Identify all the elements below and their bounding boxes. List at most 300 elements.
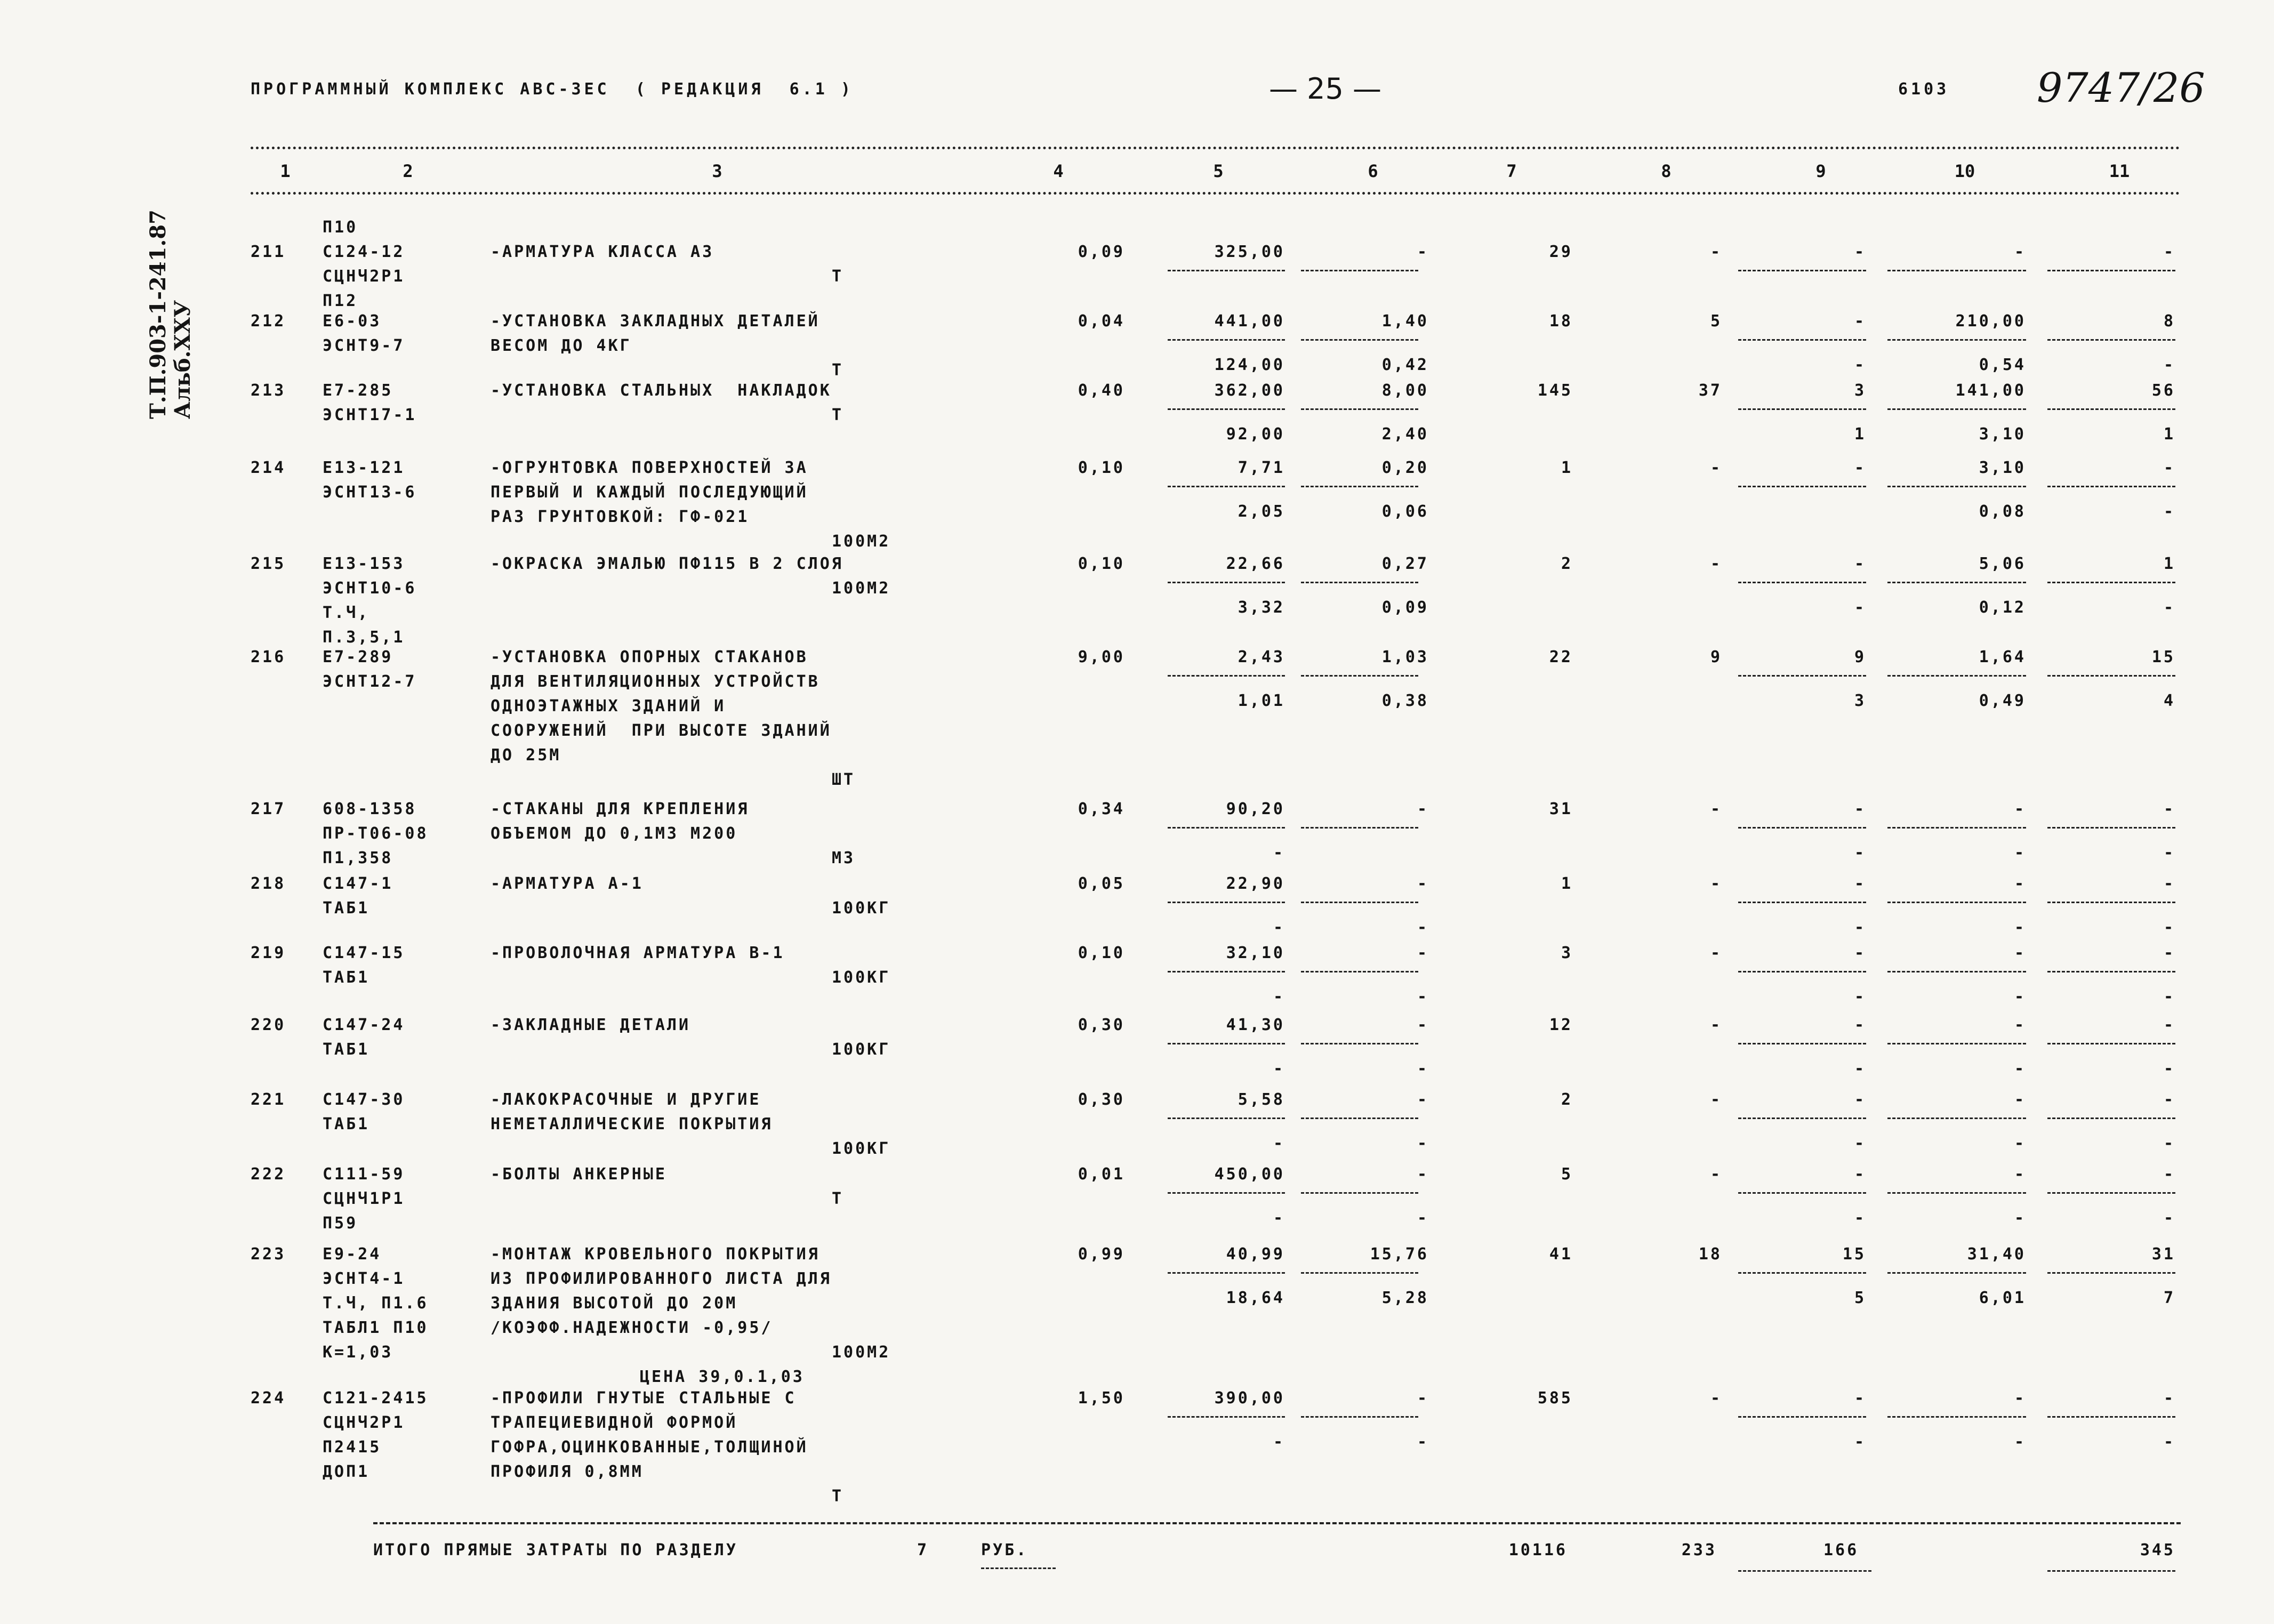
row-c5: 41,30 — [1226, 1016, 1285, 1034]
row-description: ЗДАНИЯ ВЫСОТОЙ ДО 20М — [491, 1294, 738, 1313]
row-c6: 0,27 — [1381, 554, 1429, 573]
row-unit: Т — [832, 267, 844, 286]
row-c4: 0,05 — [1078, 874, 1125, 893]
row-c11: 31 — [2151, 1245, 2175, 1264]
row-code: С111-59 — [323, 1165, 405, 1184]
row-description: -УСТАНОВКА СТАЛЬНЫХ НАКЛАДОК — [491, 381, 832, 400]
row-c5-divider — [1168, 971, 1285, 972]
row-c10-divider — [1887, 270, 2026, 271]
row-description: -ЛАКОКРАСОЧНЫЕ И ДРУГИЕ — [491, 1090, 761, 1109]
row-c10-sub: 0,54 — [1979, 356, 2026, 374]
row-description: ПРОФИЛЯ 0,8ММ — [491, 1462, 644, 1481]
row-c5-divider — [1168, 675, 1285, 677]
row-c6-divider — [1301, 1416, 1418, 1418]
row-c10-sub: 3,10 — [1979, 425, 2026, 444]
row-number: 214 — [251, 459, 286, 477]
row-c6-sub: - — [1417, 918, 1429, 937]
row-c9-sub: - — [1854, 1433, 1866, 1451]
page-number: — 25 — — [1269, 72, 1382, 106]
row-c10: 3,10 — [1979, 459, 2026, 477]
row-c6-sub: - — [1417, 1209, 1429, 1227]
row-c9-sub: - — [1854, 1134, 1866, 1153]
row-c10: 31,40 — [1967, 1245, 2026, 1264]
row-number: 213 — [251, 381, 286, 400]
row-c11: - — [2163, 243, 2175, 261]
row-description: ВЕСОМ ДО 4КГ — [491, 336, 632, 355]
handwritten-number: 9747/26 — [2037, 64, 2205, 111]
row-description: /КОЭФФ.НАДЕЖНОСТИ -0,95/ — [491, 1319, 773, 1337]
row-c9: - — [1854, 459, 1866, 477]
column-header-6: 6 — [1368, 161, 1378, 181]
row-c10: 210,00 — [1955, 312, 2026, 331]
row-unit: 100КГ — [832, 899, 891, 918]
row-c6-sub: 0,06 — [1381, 502, 1429, 521]
row-c11-divider — [2047, 486, 2175, 487]
row-c9-divider — [1738, 1117, 1866, 1119]
row-code: П2415 — [323, 1438, 382, 1457]
row-c10-sub: 0,12 — [1979, 598, 2026, 617]
row-c9-sub: 1 — [1854, 425, 1866, 444]
row-description: -ПРОФИЛИ ГНУТЫЕ СТАЛЬНЫЕ С — [491, 1389, 797, 1408]
row-unit: 100М2 — [832, 532, 891, 551]
row-number: 219 — [251, 944, 286, 962]
row-c11-sub: 7 — [2163, 1289, 2175, 1307]
row-code: Т.Ч, П1.6 — [323, 1294, 429, 1313]
row-c6-divider — [1301, 270, 1418, 271]
row-c4: 0,30 — [1078, 1090, 1125, 1109]
row-c11: 1 — [2163, 554, 2175, 573]
row-c5-sub: - — [1273, 987, 1285, 1006]
column-header-10: 10 — [1954, 161, 1975, 181]
row-c5: 325,00 — [1214, 243, 1285, 261]
row-number: 216 — [251, 648, 286, 666]
row-c7: 1 — [1561, 459, 1573, 477]
row-description: ТРАПЕЦИЕВИДНОЙ ФОРМОЙ — [491, 1413, 738, 1432]
row-code: ПР-Т06-08 — [323, 824, 429, 843]
row-c10: - — [2014, 1165, 2026, 1184]
row-number: 218 — [251, 874, 286, 893]
row-prefix: П10 — [323, 218, 358, 237]
row-number: 224 — [251, 1389, 286, 1408]
row-c10: - — [2014, 243, 2026, 261]
row-c6: 0,20 — [1381, 459, 1429, 477]
total-label: ИТОГО ПРЯМЫЕ ЗАТРАТЫ ПО РАЗДЕЛУ — [373, 1541, 738, 1559]
row-c10-divider — [1887, 1117, 2026, 1119]
row-c6-divider — [1301, 582, 1418, 583]
side-label: Т.П.903-1-241.87 Альб.XXУ — [146, 209, 195, 419]
row-c11: - — [2163, 1090, 2175, 1109]
row-c11-sub: 1 — [2163, 425, 2175, 444]
row-c5: 22,90 — [1226, 874, 1285, 893]
row-description: ДЛЯ ВЕНТИЛЯЦИОННЫХ УСТРОЙСТВ — [491, 672, 820, 691]
row-c11-divider — [2047, 1416, 2175, 1418]
row-description: -МОНТАЖ КРОВЕЛЬНОГО ПОКРЫТИЯ — [491, 1245, 820, 1264]
total-c9: 166 — [1823, 1541, 1859, 1559]
row-c9: - — [1854, 1016, 1866, 1034]
row-c6-sub: 5,28 — [1381, 1289, 1429, 1307]
row-description: НЕМЕТАЛЛИЧЕСКИЕ ПОКРЫТИЯ — [491, 1115, 773, 1133]
row-c9-divider — [1738, 902, 1866, 903]
row-c10-sub: - — [2014, 1433, 2026, 1451]
row-c4: 1,50 — [1078, 1389, 1125, 1408]
row-description: -БОЛТЫ АНКЕРНЫЕ — [491, 1165, 667, 1184]
row-code: ЭСНТ4-1 — [323, 1269, 405, 1288]
row-code: СЦНЧ2Р1 — [323, 267, 405, 286]
row-description: -АРМАТУРА КЛАССА А3 — [491, 243, 714, 261]
row-c8: - — [1710, 459, 1722, 477]
row-unit: ШТ — [832, 770, 856, 789]
total-c7: 10116 — [1508, 1541, 1568, 1559]
row-c10: - — [2014, 1389, 2026, 1408]
row-unit: 100КГ — [832, 1040, 891, 1059]
row-c7: 31 — [1549, 800, 1573, 818]
row-c7: 22 — [1549, 648, 1573, 666]
row-c6-divider — [1301, 486, 1418, 487]
row-description: -СТАКАНЫ ДЛЯ КРЕПЛЕНИЯ — [491, 800, 750, 818]
row-c11-divider — [2047, 1043, 2175, 1044]
row-code: С147-1 — [323, 874, 393, 893]
row-c11: - — [2163, 800, 2175, 818]
row-c10-divider — [1887, 971, 2026, 972]
row-number: 211 — [251, 243, 286, 261]
row-c6-divider — [1301, 339, 1418, 341]
row-c5-sub: 92,00 — [1226, 425, 1285, 444]
row-c5-divider — [1168, 1043, 1285, 1044]
row-c6: - — [1417, 1165, 1429, 1184]
row-number: 220 — [251, 1016, 286, 1034]
row-c6: - — [1417, 944, 1429, 962]
row-c8: 9 — [1710, 648, 1722, 666]
row-c6: 15,76 — [1370, 1245, 1429, 1264]
row-c9: - — [1854, 944, 1866, 962]
column-header-7: 7 — [1506, 161, 1517, 181]
total-unit: РУБ. — [981, 1541, 1028, 1559]
row-c11: - — [2163, 1389, 2175, 1408]
row-c5: 441,00 — [1214, 312, 1285, 331]
row-c10-divider — [1887, 408, 2026, 410]
row-description: -ПРОВОЛОЧНАЯ АРМАТУРА В-1 — [491, 944, 785, 962]
row-c10-divider — [1887, 582, 2026, 583]
row-code: СЦНЧ1Р1 — [323, 1189, 405, 1208]
row-c10-sub: - — [2014, 1059, 2026, 1078]
row-code: П1,358 — [323, 849, 393, 867]
row-c6-sub: 0,09 — [1381, 598, 1429, 617]
row-description: ИЗ ПРОФИЛИРОВАННОГО ЛИСТА ДЛЯ — [491, 1269, 832, 1288]
row-c5: 450,00 — [1214, 1165, 1285, 1184]
row-c10-sub: - — [2014, 1209, 2026, 1227]
row-code: ЭСНТ10-6 — [323, 579, 417, 598]
row-description: ОДНОЭТАЖНЫХ ЗДАНИЙ И — [491, 697, 726, 715]
row-c4: 0,10 — [1078, 944, 1125, 962]
row-price-note: ЦЕНА 39,0.1,03 — [640, 1368, 805, 1386]
column-header-9: 9 — [1815, 161, 1826, 181]
row-code: ТАБ1 — [323, 1040, 370, 1059]
row-c8: - — [1710, 243, 1722, 261]
row-c6-sub: - — [1417, 1433, 1429, 1451]
row-c9-sub: - — [1854, 1209, 1866, 1227]
row-c9-divider — [1738, 582, 1866, 583]
row-c4: 0,10 — [1078, 554, 1125, 573]
row-unit: М3 — [832, 849, 856, 867]
row-c6-divider — [1301, 1192, 1418, 1194]
row-c9: - — [1854, 554, 1866, 573]
row-c5-divider — [1168, 1117, 1285, 1119]
row-c5-divider — [1168, 270, 1285, 271]
row-c5: 32,10 — [1226, 944, 1285, 962]
row-c9: - — [1854, 243, 1866, 261]
row-c8: - — [1710, 1165, 1722, 1184]
row-c9-sub: - — [1854, 843, 1866, 862]
row-number: 222 — [251, 1165, 286, 1184]
row-c10: - — [2014, 874, 2026, 893]
row-c6-sub: 2,40 — [1381, 425, 1429, 444]
row-c6-sub: - — [1417, 1059, 1429, 1078]
row-c9-divider — [1738, 1272, 1866, 1274]
column-header-11: 11 — [2109, 161, 2130, 181]
row-c10-sub: 6,01 — [1979, 1289, 2026, 1307]
row-c10-divider — [1887, 1043, 2026, 1044]
row-description: СООРУЖЕНИЙ ПРИ ВЫСОТЕ ЗДАНИЙ — [491, 721, 832, 740]
row-c5: 5,58 — [1238, 1090, 1285, 1109]
row-code: Е13-153 — [323, 554, 405, 573]
row-c9-divider — [1738, 270, 1866, 271]
row-c7: 5 — [1561, 1165, 1573, 1184]
row-c8: - — [1710, 874, 1722, 893]
row-code: ЭСНТ9-7 — [323, 336, 405, 355]
row-code: Е7-285 — [323, 381, 393, 400]
row-code: Е6-03 — [323, 312, 382, 331]
row-code: Е13-121 — [323, 459, 405, 477]
row-c10-sub: - — [2014, 843, 2026, 862]
row-c11: - — [2163, 459, 2175, 477]
row-c4: 0,40 — [1078, 381, 1125, 400]
row-code: П59 — [323, 1214, 358, 1233]
row-c10: - — [2014, 1016, 2026, 1034]
row-c7: 18 — [1549, 312, 1573, 331]
row-c9-sub: - — [1854, 1059, 1866, 1078]
row-c9: 15 — [1842, 1245, 1866, 1264]
row-c11-divider — [2047, 270, 2175, 271]
row-c10-sub: 0,49 — [1979, 692, 2026, 710]
total-c9-underline — [1738, 1570, 1871, 1572]
row-number: 215 — [251, 554, 286, 573]
row-c10-divider — [1887, 1416, 2026, 1418]
row-c10: - — [2014, 800, 2026, 818]
row-c4: 0,10 — [1078, 459, 1125, 477]
column-header-3: 3 — [712, 161, 722, 181]
row-code: ЭСНТ17-1 — [323, 406, 417, 424]
row-c10: - — [2014, 944, 2026, 962]
row-c5: 390,00 — [1214, 1389, 1285, 1408]
row-code: СЦНЧ2Р1 — [323, 1413, 405, 1432]
row-c8: 5 — [1710, 312, 1722, 331]
row-c10-sub: - — [2014, 918, 2026, 937]
column-header-2: 2 — [403, 161, 413, 181]
row-unit: 100М2 — [832, 579, 891, 598]
row-number: 223 — [251, 1245, 286, 1264]
row-code: Е9-24 — [323, 1245, 382, 1264]
row-number: 221 — [251, 1090, 286, 1109]
row-c9-sub: 5 — [1854, 1289, 1866, 1307]
row-c9-sub: 3 — [1854, 692, 1866, 710]
row-code: С147-30 — [323, 1090, 405, 1109]
row-c6-divider — [1301, 408, 1418, 410]
row-c5-sub: 18,64 — [1226, 1289, 1285, 1307]
row-c10: - — [2014, 1090, 2026, 1109]
row-description: -УСТАНОВКА ОПОРНЫХ СТАКАНОВ — [491, 648, 808, 666]
row-c11-divider — [2047, 971, 2175, 972]
total-unit-underline — [981, 1567, 1056, 1569]
row-description: -ОГРУНТОВКА ПОВЕРХНОСТЕЙ ЗА — [491, 459, 808, 477]
row-c11: - — [2163, 944, 2175, 962]
row-c11-sub: 4 — [2163, 692, 2175, 710]
row-c8: - — [1710, 944, 1722, 962]
row-c5-sub: - — [1273, 1209, 1285, 1227]
row-c6-divider — [1301, 1272, 1418, 1274]
row-c7: 29 — [1549, 243, 1573, 261]
row-c7: 2 — [1561, 554, 1573, 573]
row-c5-divider — [1168, 339, 1285, 341]
row-c5-sub: - — [1273, 918, 1285, 937]
row-c11-divider — [2047, 1272, 2175, 1274]
row-c4: 0,04 — [1078, 312, 1125, 331]
table-bottom-rule — [373, 1522, 2181, 1524]
row-code: К=1,03 — [323, 1343, 393, 1362]
row-c5-sub: - — [1273, 1134, 1285, 1153]
row-c9-divider — [1738, 971, 1866, 972]
row-c8: - — [1710, 800, 1722, 818]
row-c10-divider — [1887, 1272, 2026, 1274]
row-c5-sub: - — [1273, 1059, 1285, 1078]
row-c7: 2 — [1561, 1090, 1573, 1109]
table-header-rule — [251, 192, 2181, 195]
row-c9-sub: - — [1854, 598, 1866, 617]
row-number: 212 — [251, 312, 286, 331]
row-c6-sub: 0,42 — [1381, 356, 1429, 374]
row-unit: 100КГ — [832, 1139, 891, 1158]
row-c10-divider — [1887, 339, 2026, 341]
row-unit: 100КГ — [832, 968, 891, 987]
row-c11-sub: - — [2163, 598, 2175, 617]
row-c10: 5,06 — [1979, 554, 2026, 573]
row-c10-divider — [1887, 827, 2026, 829]
row-c5-sub: 2,05 — [1238, 502, 1285, 521]
row-c5: 40,99 — [1226, 1245, 1285, 1264]
row-code: ДОП1 — [323, 1462, 370, 1481]
row-c4: 9,00 — [1078, 648, 1125, 666]
row-c11: 15 — [2151, 648, 2175, 666]
row-c11: 8 — [2163, 312, 2175, 331]
row-c5: 22,66 — [1226, 554, 1285, 573]
row-c4: 0,01 — [1078, 1165, 1125, 1184]
row-c9-divider — [1738, 408, 1866, 410]
row-c8: - — [1710, 1389, 1722, 1408]
row-code: С124-12 — [323, 243, 405, 261]
row-c10: 141,00 — [1955, 381, 2026, 400]
row-c7: 145 — [1537, 381, 1573, 400]
row-unit: Т — [832, 361, 844, 380]
row-c4: 0,34 — [1078, 800, 1125, 818]
row-description: ОБЪЕМОМ ДО 0,1М3 М200 — [491, 824, 738, 843]
row-c6: 1,03 — [1381, 648, 1429, 666]
row-code: С147-24 — [323, 1016, 405, 1034]
row-unit: Т — [832, 1487, 844, 1506]
row-c5-sub: - — [1273, 1433, 1285, 1451]
row-c6: 8,00 — [1381, 381, 1429, 400]
row-c5-divider — [1168, 827, 1285, 829]
row-code: С121-2415 — [323, 1389, 429, 1408]
column-header-1: 1 — [280, 161, 291, 181]
row-c8: 18 — [1698, 1245, 1722, 1264]
row-c11-sub: - — [2163, 1059, 2175, 1078]
row-description: ДО 25М — [491, 746, 561, 765]
column-header-4: 4 — [1053, 161, 1064, 181]
row-c11: - — [2163, 1016, 2175, 1034]
row-c11-sub: - — [2163, 1209, 2175, 1227]
row-c11-sub: - — [2163, 1134, 2175, 1153]
row-c7: 3 — [1561, 944, 1573, 962]
row-c5-divider — [1168, 582, 1285, 583]
row-c10-sub: - — [2014, 987, 2026, 1006]
row-c9: - — [1854, 1090, 1866, 1109]
row-c11-divider — [2047, 408, 2175, 410]
row-c9-divider — [1738, 1043, 1866, 1044]
row-c5-divider — [1168, 486, 1285, 487]
row-c6-divider — [1301, 971, 1418, 972]
row-c11: - — [2163, 1165, 2175, 1184]
row-code: ТАБ1 — [323, 899, 370, 918]
row-c10: 1,64 — [1979, 648, 2026, 666]
row-description: -УСТАНОВКА ЗАКЛАДНЫХ ДЕТАЛЕЙ — [491, 312, 820, 331]
row-c11-divider — [2047, 827, 2175, 829]
row-c10-divider — [1887, 902, 2026, 903]
row-description: ПЕРВЫЙ И КАЖДЫЙ ПОСЛЕДУЮЩИЙ — [491, 483, 808, 502]
row-code: ТАБ1 — [323, 968, 370, 987]
row-c6: - — [1417, 1016, 1429, 1034]
row-c6-divider — [1301, 902, 1418, 903]
row-c11-sub: - — [2163, 502, 2175, 521]
row-unit: 100М2 — [832, 1343, 891, 1362]
row-c10-divider — [1887, 1192, 2026, 1194]
row-c9-sub: - — [1854, 356, 1866, 374]
row-c5-divider — [1168, 1272, 1285, 1274]
row-code: ТАБЛ1 П10 — [323, 1319, 429, 1337]
row-c5-divider — [1168, 1416, 1285, 1418]
column-header-8: 8 — [1661, 161, 1672, 181]
row-c10-divider — [1887, 675, 2026, 677]
row-c7: 41 — [1549, 1245, 1573, 1264]
row-c11-sub: - — [2163, 843, 2175, 862]
row-c6: 1,40 — [1381, 312, 1429, 331]
row-description: -ОКРАСКА ЭМАЛЬЮ ПФ115 В 2 СЛОЯ — [491, 554, 843, 573]
row-c5: 90,20 — [1226, 800, 1285, 818]
row-c11-divider — [2047, 902, 2175, 903]
row-c9-sub: - — [1854, 987, 1866, 1006]
row-code: П12 — [323, 292, 358, 310]
total-c11-underline — [2047, 1570, 2175, 1572]
row-c5: 7,71 — [1238, 459, 1285, 477]
row-c9: - — [1854, 1389, 1866, 1408]
row-c9: - — [1854, 1165, 1866, 1184]
row-c6: - — [1417, 1090, 1429, 1109]
row-c9-divider — [1738, 1192, 1866, 1194]
row-c6-sub: 0,38 — [1381, 692, 1429, 710]
row-c4: 0,30 — [1078, 1016, 1125, 1034]
row-c11-sub: - — [2163, 1433, 2175, 1451]
row-c9-divider — [1738, 1416, 1866, 1418]
row-c11-divider — [2047, 1117, 2175, 1119]
row-c5-divider — [1168, 408, 1285, 410]
